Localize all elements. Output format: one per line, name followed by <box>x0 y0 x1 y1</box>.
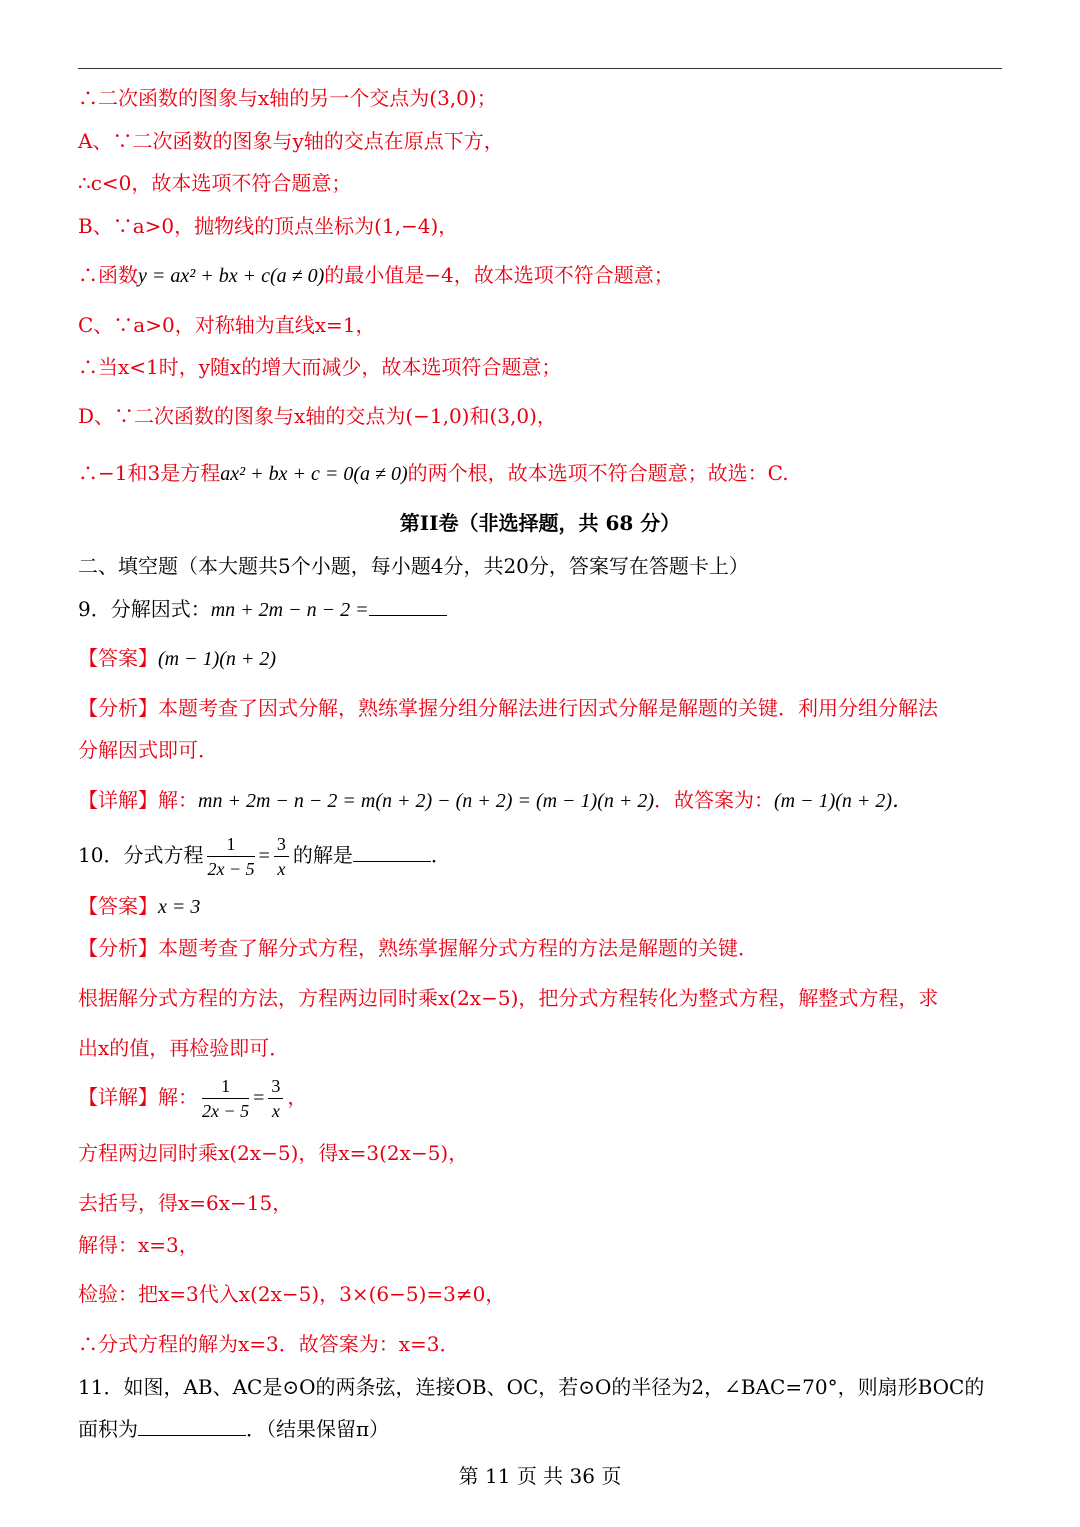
text-span: ．（结果保留π） <box>246 1417 390 1441</box>
analysis-text: 本题考查了解分式方程，熟练掌握解分式方程的方法是解题的关键． <box>158 936 758 960</box>
question-11-cont <box>78 1415 1008 1443</box>
math-expression: mn + 2m − n − 2 = <box>210 599 369 621</box>
q10-step-4: 检验：把x=3代入x(2x−5)，3×(6−5)=3≠0， <box>78 1282 506 1306</box>
text-span: ， <box>287 1085 308 1109</box>
text-span: ．故答案为： <box>654 788 775 812</box>
q9-detail <box>78 786 1008 815</box>
section-title: 第II卷（非选择题，共 68 分） <box>399 511 681 535</box>
q9-analysis <box>78 694 1008 722</box>
denominator: 2x − 5 <box>202 1101 250 1121</box>
fraction-left <box>207 832 254 881</box>
fill-in-heading: 二、填空题（本大题共5个小题，每小题4分，共20分，答案写在答题卡上） <box>78 554 749 578</box>
solution-line-1: ∴二次函数的图象与x轴的另一个交点为(3,0)； <box>78 86 497 110</box>
question-stem: 9．分解因式： <box>78 597 211 621</box>
denominator: 2x − 5 <box>207 859 255 879</box>
answer-tag: 【答案】 <box>78 894 158 918</box>
q10-detail <box>78 1070 1008 1125</box>
numerator: 3 <box>274 832 289 857</box>
q10-step-3: 解得：x=3， <box>78 1233 199 1257</box>
q10-step-1: 方程两边同时乘x(2x−5)，得x=3(2x−5)， <box>78 1141 469 1165</box>
q10-step-5: ∴分式方程的解为x=3．故答案为：x=3． <box>78 1332 460 1356</box>
fraction-left <box>202 1074 249 1123</box>
numerator: 1 <box>207 832 254 857</box>
analysis-tag: 【分析】 <box>78 696 158 720</box>
solution-option-b: B、∵a>0，抛物线的顶点坐标为(1,−4)， <box>78 214 459 238</box>
numerator: 3 <box>268 1074 283 1099</box>
detail-tag: 【详解】 <box>78 788 158 812</box>
solution-option-a-conclusion: ∴c<0，故本选项不符合题意； <box>78 171 352 195</box>
answer-blank <box>353 841 431 862</box>
fraction-right <box>274 832 289 881</box>
math-expression: mn + 2m − n − 2 = m(n + 2) − (n + 2) = (m − 1)(n + 2) <box>198 790 655 812</box>
text-span: 的最小值是−4，故本选项不符合题意； <box>324 263 674 287</box>
solution-option-b-conclusion <box>78 261 1008 290</box>
answer-value: (m − 1)(n + 2)． <box>774 790 913 812</box>
text-span: ∴函数 <box>78 263 138 287</box>
fraction-right <box>268 1074 283 1123</box>
text-span: ． <box>430 843 451 867</box>
answer-blank <box>369 595 447 616</box>
equals-sign: = <box>253 1087 265 1109</box>
solution-option-a: A、∵二次函数的图象与y轴的交点在原点下方， <box>78 129 504 153</box>
solution-option-c: C、∵a>0，对称轴为直线x=1， <box>78 313 376 337</box>
text-span: 的两个根，故本选项不符合题意；故选：C. <box>407 461 789 485</box>
answer-value: (m − 1)(n + 2) <box>158 648 277 670</box>
answer-value: x = 3 <box>158 896 201 918</box>
page-footer: 第 11 页 共 36 页 <box>458 1464 622 1488</box>
q10-analysis-cont: 根据解分式方程的方法，方程两边同时乘x(2x−5)，把分式方程转化为整式方程，解整式方程，求 <box>78 986 939 1010</box>
question-10 <box>78 828 1008 883</box>
q9-analysis-cont: 分解因式即可． <box>78 738 218 762</box>
denominator: x <box>277 859 286 879</box>
answer-tag: 【答案】 <box>78 646 158 670</box>
numerator: 1 <box>202 1074 249 1099</box>
text-span: 面积为 <box>78 1417 138 1441</box>
question-9 <box>78 595 1008 624</box>
text-span: ∴−1和3是方程 <box>78 461 221 485</box>
math-expression: ax² + bx + c = 0(a ≠ 0) <box>220 463 408 485</box>
text-span: 解： <box>158 1085 198 1109</box>
q10-analysis <box>78 934 1008 962</box>
math-expression: y = ax² + bx + c(a ≠ 0) <box>138 265 325 287</box>
detail-tag: 【详解】 <box>78 1085 158 1109</box>
equals-sign: = <box>258 845 270 867</box>
answer-blank <box>138 1415 246 1436</box>
text-span: 解： <box>158 788 198 812</box>
analysis-tag: 【分析】 <box>78 936 158 960</box>
header-rule <box>78 68 1002 69</box>
analysis-text: 本题考查了因式分解，熟练掌握分组分解法进行因式分解是解题的关键．利用分组分解法 <box>158 696 938 720</box>
denominator: x <box>271 1101 280 1121</box>
q10-answer <box>78 892 1008 921</box>
q10-analysis-end: 出x的值，再检验即可． <box>78 1036 290 1060</box>
q9-answer <box>78 644 1008 673</box>
q10-step-2: 去括号，得x=6x−15， <box>78 1191 293 1215</box>
text-span: 的解是 <box>292 843 353 867</box>
solution-option-c-conclusion: ∴当x<1时，y随x的增大而减少，故本选项符合题意； <box>78 355 562 379</box>
solution-option-d: D、∵二次函数的图象与x轴的交点为(−1,0)和(3,0)， <box>78 404 557 428</box>
question-11: 11．如图，AB、AC是⊙O的两条弦，连接OB、OC，若⊙O的半径为2，∠BAC=70°，则扇形BOC的 <box>78 1375 985 1399</box>
solution-option-d-conclusion <box>78 459 1008 488</box>
question-stem: 10．分式方程 <box>78 843 204 867</box>
